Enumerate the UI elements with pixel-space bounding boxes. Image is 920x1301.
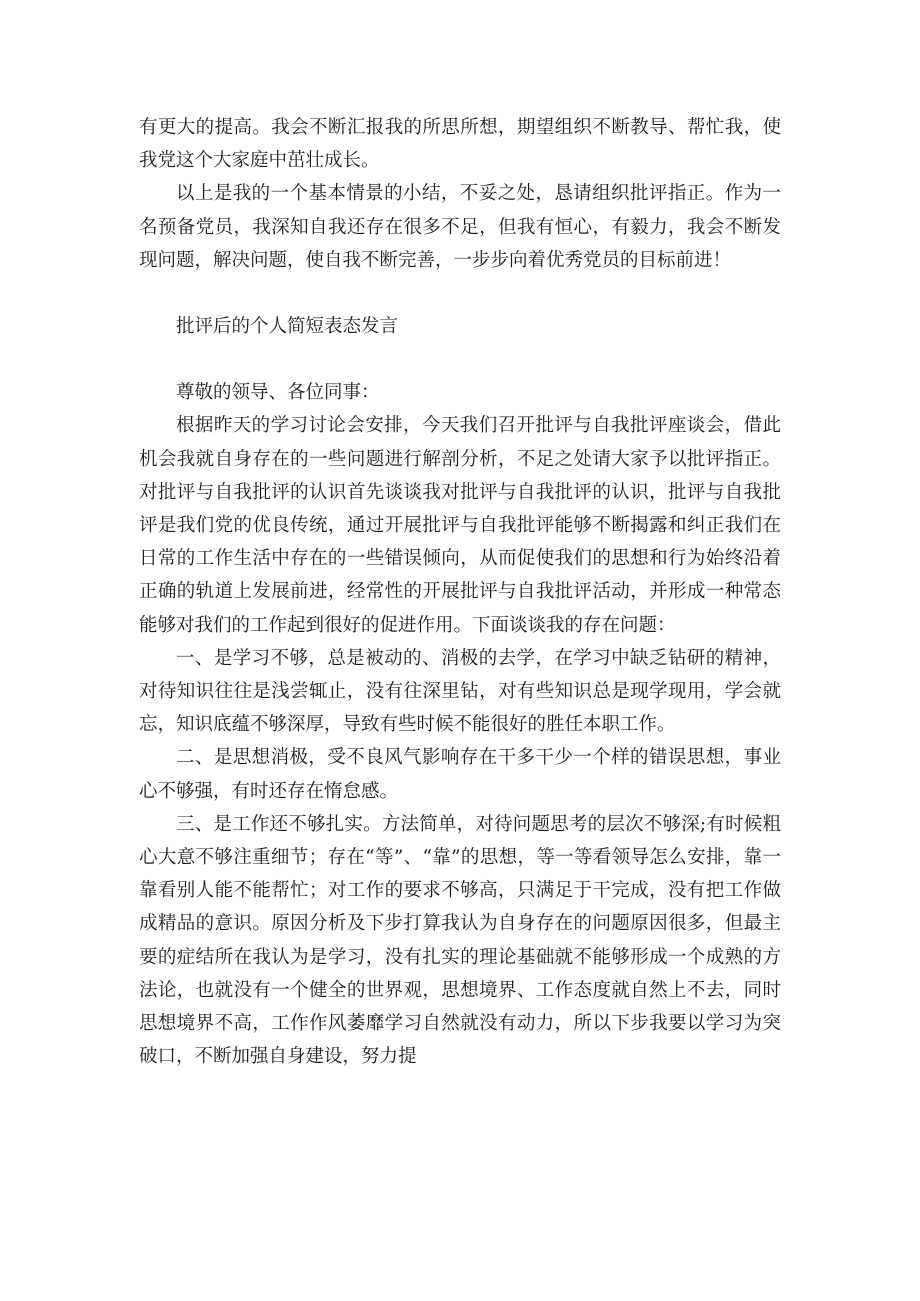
paragraph-summary: 以上是我的一个基本情景的小结，不妥之处，恳请组织批评指正。作为一名预备党员，我深知自我还存在很多不足，但我有恒心，有毅力，我会不断发现问题，解决问题，使自我不断完善，一步步向着优秀党员的目标前进！ <box>139 183 781 271</box>
paragraph-issue-three: 三、是工作还不够扎实。方法简单，对待问题思考的层次不够深;有时候粗心大意不够注重细节；存在“等”、“靠”的思想，等一等看领导怎么安排，靠一靠看别人能不能帮忙；对工作的要求不够高，只满足于干完成，没有把工作做成精品的意识。原因分析及下步打算我认为自身存在的问题原因很多，但最主要的症结所在我认为是学习，没有扎实的理论基础就不能够形成一个成熟的方法论，也就没有一个健全的世界观，思想境界、工作态度就自然上不去，同时思想境界不高，工作作风萎靡学习自然就没有动力，所以下步我要以学习为突破口，不断加强自身建设，努力提 <box>139 813 781 1068</box>
document-page <box>139 111 781 1073</box>
section-title: 批评后的个人简短表态发言 <box>176 316 399 338</box>
paragraph-intro: 根据昨天的学习讨论会安排，今天我们召开批评与自我批评座谈会，借此机会我就自身存在的一些问题进行解剖分析，不足之处请大家予以批评指正。对批评与自我批评的认识首先谈谈我对批评与自我批评的认识，批评与自我批评是我们党的优良传统，通过开展批评与自我批评能够不断揭露和纠正我们在日常的工作生活中存在的一些错误倾向，从而促使我们的思想和行为始终沿着正确的轨道上发展前进，经常性的开展批评与自我批评活动，并形成一种常态能够对我们的工作起到很好的促进作用。下面谈谈我的存在问题： <box>139 415 781 636</box>
paragraph-continuation: 有更大的提高。我会不断汇报我的所思所想，期望组织不断教导、帮忙我，使我党这个大家庭中茁壮成长。 <box>139 117 781 172</box>
paragraph-issue-two: 二、是思想消极，受不良风气影响存在干多干少一个样的错误思想，事业心不够强，有时还存在惰怠感。 <box>139 747 781 802</box>
salutation: 尊敬的领导、各位同事： <box>176 382 380 404</box>
paragraph-issue-one: 一、是学习不够，总是被动的、消极的去学，在学习中缺乏钻研的精神，对待知识往往是浅尝辄止，没有往深里钻，对有些知识总是现学现用，学会就忘，知识底蕴不够深厚，导致有些时候不能很好的胜任本职工作。 <box>139 647 781 736</box>
